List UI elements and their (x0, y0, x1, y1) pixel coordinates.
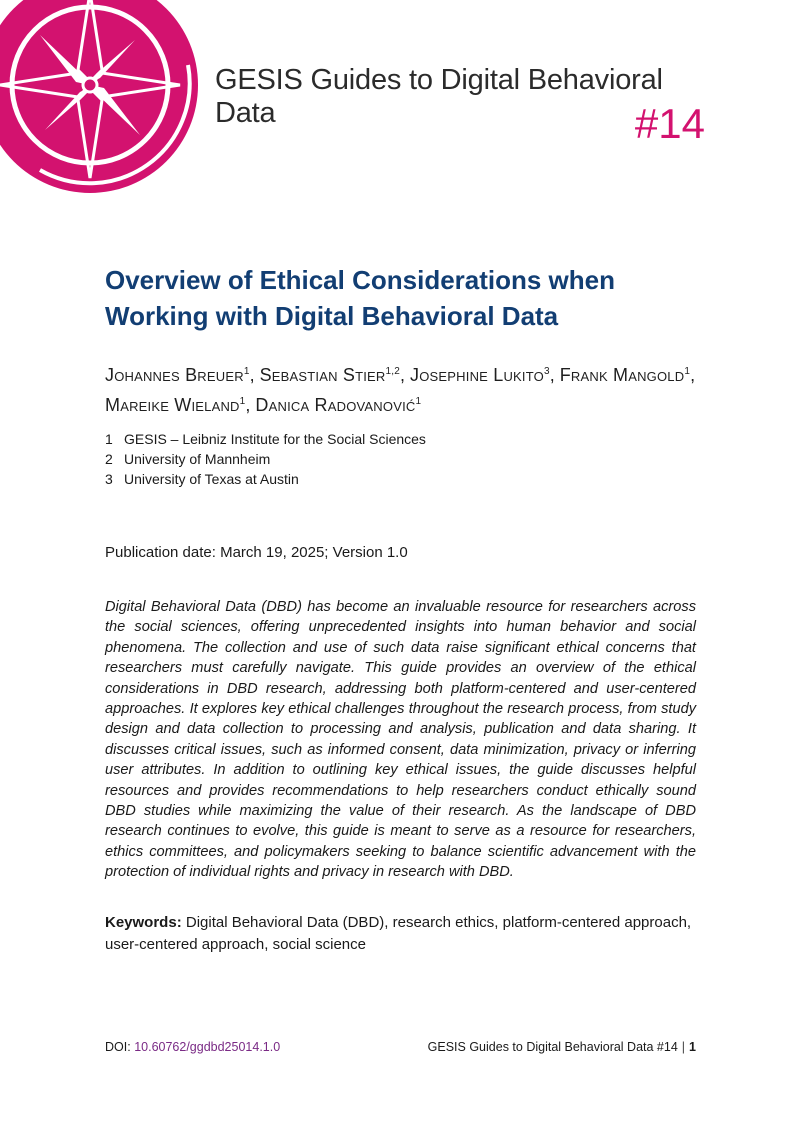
series-title: GESIS Guides to Digital Behavioral Data (215, 64, 663, 129)
page-number: 1 (689, 1040, 696, 1054)
paper-title: Overview of Ethical Considerations when Working with Digital Behavioral Data (105, 265, 616, 331)
author-name: Johannes Breuer$^1$ (105, 365, 250, 385)
footer-series: GESIS Guides to Digital Behavioral Data #14 | 1 (427, 1040, 696, 1054)
affiliation-list (105, 429, 426, 489)
author-name: Mareike Wieland$^1$ (105, 395, 246, 415)
compass-logo-icon (0, 0, 200, 200)
author-name: Danica Radovanović$^1$ (255, 395, 422, 415)
author-list: Johannes Breuer$^1$, Sebastian Stier$^{1,2}$, Josephine Lukito$^3$, Frank Mangold$^1$, Mareike Wieland$^1$, Danica Radovanović$^1$ (105, 365, 696, 415)
keywords-label: Keywords: (105, 914, 182, 931)
affiliation-item: 3 University of Texas at Austin (105, 471, 299, 487)
author-name: Frank Mangold$^1$ (559, 365, 691, 385)
publication-date: Publication date: March 19, 2025; Version 1.0 (105, 544, 408, 561)
author-name: Sebastian Stier$^{1,2}$ (259, 365, 401, 385)
affiliation-item: 2 University of Mannheim (105, 451, 271, 467)
keywords-text: Digital Behavioral Data (DBD), research ethics, platform-centered approach, user-centered approach, social science (105, 914, 692, 953)
page-footer (105, 1040, 696, 1054)
author-name: Josephine Lukito$^3$ (410, 365, 550, 385)
affiliation-item: 1 GESIS – Leibniz Institute for the Social Sciences (105, 431, 426, 447)
abstract: Digital Behavioral Data (DBD) has become an invaluable resource for researchers across the social sciences, offering unprecedented insights into human behavior and social phenomena. The collection and use of such data raise significant ethical concerns that researchers must carefully navigate. This guide provides an overview of the ethical considerations in DBD research, addressing both platform-centered and user-centered approaches. It explores key ethical challenges throughout the research process, from study design and data collection to processing and analysis, publication and data sharing. It discusses critical issues, such as informed consent, data minimization, privacy or inferring user attributes. In addition to outlining key ethical issues, the guide discusses helpful resources and provides recommendations to help researchers conduct ethically sound DBD studies while maximizing the value of their research. As the landscape of DBD research continues to evolve, this guide is meant to serve as a resource for researchers, ethics committees, and policymakers seeking to balance scientific advancement with the protection of individual rights and privacy in research with DBD. (105, 599, 696, 881)
doi-link[interactable]: 10.60762/ggdbd25014.1.0 (134, 1040, 281, 1054)
keywords (105, 912, 705, 956)
series-number: #14 (634, 100, 705, 147)
doi-label: DOI: (105, 1040, 131, 1054)
